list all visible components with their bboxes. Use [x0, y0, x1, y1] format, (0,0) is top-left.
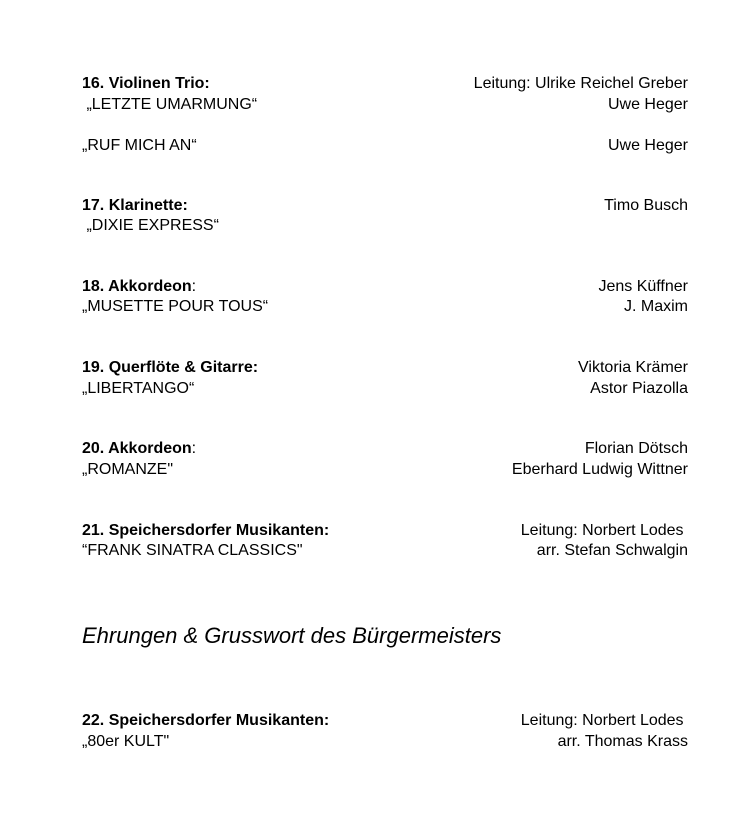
program-item-18-header: 18. Akkordeon: Jens Küffner — [82, 278, 688, 295]
program-item-20-piece — [82, 460, 688, 480]
program-item-22-header — [82, 711, 688, 731]
program-item-18-piece — [82, 297, 688, 317]
program-item-16-header — [82, 74, 688, 94]
piece-composer: Uwe Heger — [607, 137, 688, 154]
item-number-title: 16. Violinen Trio: — [82, 75, 210, 92]
piece-title: „LIBERTANGO“ — [82, 380, 195, 397]
item-number-title: 20. Akkordeon — [82, 440, 192, 457]
item-leader: Leitung: Ulrike Reichel Greber — [473, 75, 688, 92]
piece-title: „RUF MICH AN“ — [82, 137, 197, 154]
program-item-21-piece — [82, 541, 688, 561]
item-number-title: 19. Querflöte & Gitarre: — [82, 359, 259, 376]
piece-arranger: arr. Thomas Krass — [557, 733, 688, 750]
program-item-20-header: 20. Akkordeon: Florian Dötsch — [82, 440, 688, 457]
program-item-21-header — [82, 521, 688, 541]
piece-title: “FRANK SINATRA CLASSICS" — [82, 542, 303, 559]
program-item-17-header — [82, 196, 688, 216]
program-item-17-piece — [82, 216, 688, 236]
item-leader: Leitung: Norbert Lodes — [520, 522, 688, 539]
program-item-16-piece-2 — [82, 136, 688, 156]
piece-composer: Uwe Heger — [607, 96, 688, 113]
item-performer: Jens Küffner — [598, 278, 688, 295]
program-item-22-piece — [82, 732, 688, 752]
item-number-title: 21. Speichersdorfer Musikanten: — [82, 522, 330, 539]
piece-title: „80er KULT" — [82, 733, 170, 750]
item-leader: Leitung: Norbert Lodes — [520, 712, 688, 729]
item-number-title: 17. Klarinette: — [82, 197, 188, 214]
program-item-16-piece-1 — [82, 95, 688, 115]
item-performer: Timo Busch — [604, 197, 688, 214]
program-item-19-header — [82, 358, 688, 378]
item-performer: Florian Dötsch — [584, 440, 688, 457]
piece-composer: Astor Piazolla — [590, 380, 688, 397]
piece-title: „DIXIE EXPRESS“ — [82, 217, 219, 234]
piece-composer: Eberhard Ludwig Wittner — [511, 461, 688, 478]
item-number-title: 22. Speichersdorfer Musikanten: — [82, 712, 330, 729]
piece-title: „LETZTE UMARMUNG“ — [82, 96, 258, 113]
piece-arranger: arr. Stefan Schwalgin — [536, 542, 688, 559]
item-number-title: 18. Akkordeon — [82, 278, 192, 295]
section-heading: Ehrungen & Grusswort des Bürgermeisters — [82, 623, 502, 648]
piece-title: „MUSETTE POUR TOUS“ — [82, 298, 269, 315]
piece-title: „ROMANZE" — [82, 461, 174, 478]
item-performer: Viktoria Krämer — [578, 359, 688, 376]
program-item-19-piece — [82, 379, 688, 399]
piece-composer: J. Maxim — [624, 298, 688, 315]
